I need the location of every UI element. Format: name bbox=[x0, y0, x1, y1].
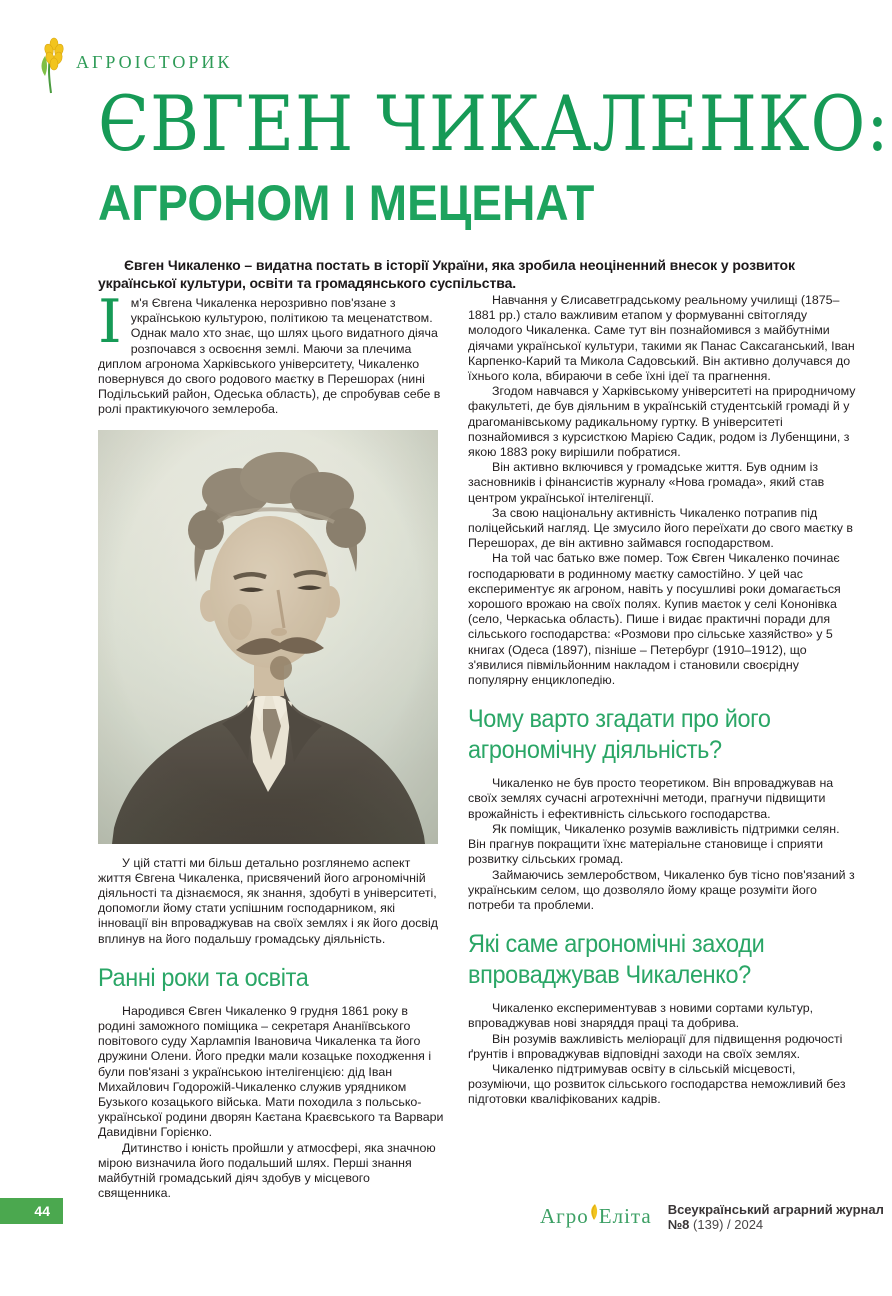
journal-info-issue: (139) / 2024 bbox=[693, 1216, 764, 1232]
body-paragraph: Навчання у Єлисаветградському реальному училищі (1875–1881 рр.) стало важливим етапом у формуванні світогляду молодого Чикаленка. Саме тут він познайомився з майбутніми діячами української культури, такими як Панас Саксаганський, Іван Карпенко-Карий та Микола Садовський. Він активно долучався до їхнього кола, вбираючи в себе їхні ідеї та прагнення. bbox=[468, 293, 855, 384]
page-number: 44 bbox=[34, 1203, 50, 1219]
journal-info bbox=[668, 1202, 892, 1232]
article-subtitle: АГРОНОМ І МЕЦЕНАТ bbox=[98, 175, 595, 231]
body-paragraph: Він активно включився у громадське життя. Був одним із засновників і фінансистів журналу «Нова громада», який став центром української інтелігенції. bbox=[468, 460, 825, 505]
right-column bbox=[468, 293, 858, 1108]
left-column bbox=[98, 287, 446, 1201]
body-paragraph: Чикаленко експериментував з новими сортами культур, впроваджував нові знаряддя праці та добрива. bbox=[468, 1001, 814, 1031]
body-paragraph: Народився Євген Чикаленко 9 грудня 1861 року в родині заможного поміщика – секретаря Ананіївського повітового суду Харлампія Івановича Чикаленка та його дружини Олени. Його предки мали козацьке походження і були пов'язані з українською інтелігенцією: дід Іван Михайлович Годорожій-Чикаленко служив урядником Бузького козацького війська. Мати походила з польсько-української родини дворян Каєтана Краєвського та Варвари Давидівни Горієнко. bbox=[98, 1003, 444, 1140]
body-paragraph bbox=[98, 287, 446, 418]
body-paragraph: За свою національну активність Чикаленко потрапив під поліцейський нагляд. Це змусило його переїхати до свого маєтку в Перешорах, де він активно займався господарством. bbox=[468, 505, 853, 551]
paragraph-text: м'я Євгена Чикаленка нерозривно пов'язане з українською культурою, політикою та меценатством. Однак мало хто знає, що шлях цього видатного діяча розпочався з освоєння землі. Маючи за плечима диплом агронома Харківського університету, Чикаленко повернувся до свого родового маєтку в Перешорах (нині Подільський район, Одеська область), де спробував себе в ролі практикуючого землероба. bbox=[98, 296, 441, 417]
section-heading-early-years: Ранні роки та освіта bbox=[98, 963, 309, 992]
body-paragraph: Чикаленко не був просто теоретиком. Він впроваджував на своїх землях сучасні агротехнічні методи, прагнучи підвищити врожайність і ефективність сільського господарства. bbox=[468, 776, 834, 821]
body-paragraph: Згодом навчався у Харківському університеті на природничому факультеті, де був діяльним в українській студентській громаді й у драгоманівському радикальному гуртку. В університеті познайомився з курсисткою Марією Садик, родом із Лубенщини, з якою 1883 року вирішили побратися. bbox=[468, 384, 856, 460]
brand-name: АГРОІСТОРИК bbox=[76, 52, 233, 72]
portrait-photo bbox=[98, 430, 438, 844]
body-paragraph: Він розумів важливість меліорації для підвищення родючості ґрунтів і впроваджував відповідні заходи на своїх землях. bbox=[468, 1031, 843, 1061]
dropcap-letter: І bbox=[98, 287, 122, 357]
footer-brand-part2: Еліта bbox=[598, 1204, 652, 1228]
footer-brand-part1: Агро bbox=[540, 1204, 589, 1228]
footer-brand-logo bbox=[540, 1201, 652, 1232]
body-paragraph: У цій статті ми більш детально розглянемо аспект життя Євгена Чикаленка, присвячений його агрономічній діяльності та дізнаємося, як знання, здобуті в університеті, допомогли йому стати успішним господарником, які інновації він впроваджував на своїх землях і як його досвід вплинув на його подальшу громадську діяльність. bbox=[98, 855, 438, 946]
section-heading-why-remember: Чому варто згадати про його агрономічну діяльність? bbox=[468, 705, 771, 765]
journal-info-title: Всеукраїнський аграрний журнал №8 bbox=[667, 1201, 884, 1232]
article-title: ЄВГЕН ЧИКАЛЕНКО: bbox=[98, 79, 890, 168]
section-heading-which-measures: Які саме агрономічні заходи впроваджував Чикаленко? bbox=[468, 930, 765, 990]
body-paragraph: Чикаленко підтримував освіту в сільській місцевості, розуміючи, що розвиток сільського господарства неможливий без підготовки кваліфікованих кадрів. bbox=[468, 1061, 846, 1107]
lede-paragraph: Євген Чикаленко – видатна постать в історії України, яка зробила неоціненний внесок у розвиток української культури, освіти та громадянського суспільства. bbox=[98, 257, 795, 291]
page-number-tab bbox=[0, 1198, 63, 1224]
body-paragraph: Займаючись землеробством, Чикаленко був тісно пов'язаний з українським селом, що дозволяло йому краще розуміти його потреби та проблеми. bbox=[468, 867, 855, 912]
footer-info bbox=[540, 1201, 892, 1232]
body-paragraph: Як поміщик, Чикаленко розумів важливість підтримки селян. Він прагнув покращити їхнє матеріальне становище і сприяти розвитку сільських громад. bbox=[468, 821, 840, 867]
body-paragraph: На той час батько вже помер. Тож Євген Чикаленко починає господарювати в родинному маєтку самостійно. У цей час експериментує як агроном, навіть у посушливі роки домагається хорошого врожаю на своїх полях. Купив маєток у селі Кононівка (село, Черкаська область). Пише і видає практичні поради для сільського господарства: «Розмови про сільське хазяйство» у 5 книгах (Одеса (1897), пізніше – Петербург (1910–1912), що з'явилися півмільйонним накладом і становили своєрідну популярну енциклопедію. bbox=[468, 551, 841, 688]
wheat-ear-icon bbox=[36, 36, 68, 99]
body-paragraph: Дитинство і юність пройшли у атмосфері, яка значною мірою визначила його подальший шлях. Перші знання майбутній громадський діяч здобув у місцевого священника. bbox=[98, 1140, 436, 1201]
